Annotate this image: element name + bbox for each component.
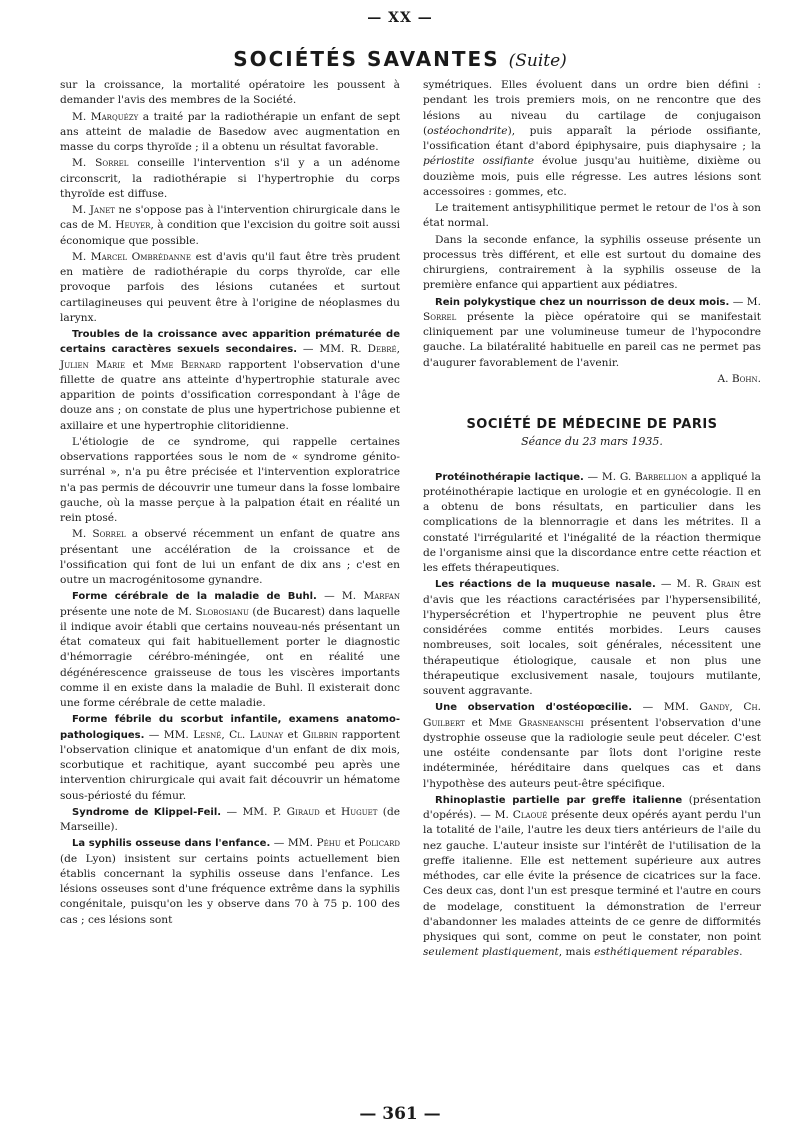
left-column [60,78,400,929]
section-paragraph: Forme fébrile du scorbut infantile, examens anatomo-pathologiques. — MM. Lesné, Cl. Launay et Gilbrin rapportent l'observation clinique et anatomique d'un enfant de dix mois, scorbutique et rachitique, ayant succombé peu après une intervention chirurgicale qui avait fait découvrir un hématome sous-périosté du fémur. [60,714,401,802]
section-paragraph: Protéinothérapie lactique. — M. G. Barbellion a appliqué la protéinothérapie lactique en urologie et en gynécologie. Il en a obtenu de bons résultats, en particulier dans les complications de la blennorragie et dans les métrites. Il a constaté l'irrégularité et l'inégalité de la réaction thermique de l'organisme ainsi que la discordance entre cette réaction et les effets thérapeutiques. [423,470,761,574]
paragraph: M. Marcel Ombrédanne est d'avis qu'il faut être très prudent en matière de radiothérapie du corps thyroïde, car elle provoque parfois des lésions cutanées et surtout cartilagineuses qui peuvent être à l'origine de néoplasmes du larynx. [60,250,400,324]
paragraph: M. Marquézy a traité par la radiothérapie un enfant de sept ans atteint de maladie de Basedow avec augmentation en masse du corps thyroïde ; il a obtenu un résultat favorable. [60,110,400,153]
section-title: Les réactions de la muqueuse nasale. [435,579,656,591]
paragraph: M. Janet ne s'oppose pas à l'intervention chirurgicale dans le cas de M. Heuyer, à condition que l'excision du goitre soit aussi économique que possible. [60,204,400,247]
section-title: Protéinothérapie lactique. [435,471,584,483]
header-title: SOCIÉTÉS SAVANTES [233,47,500,71]
right-column [423,78,761,962]
section-paragraph: Rhinoplastie partielle par greffe italienne (présentation d'opérés). — M. Claoué présente deux opérés ayant perdu l'un la totalité de l'aile, l'autre les deux tiers antérieurs de l'aile du nez gauche. L'auteur insiste sur l'intérêt de l'utilisation de la greffe italienne. Elle est nettement supérieure aux autres méthodes, car elle évite la présence de cicatrices sur la face. Ces deux cas, dont l'un est presque terminé et l'autre en cours de modelage, constituent la démonstration de l'erreur d'abandonner les malades atteints de ce genre de difformités physiques qui sont, comme on peut le constater, non point seulement plastiquement, mais esthétiquement réparables. [423,793,761,959]
section-paragraph: Une observation d'ostéopœcilie. — MM. Gandy, Ch. Guilbert et Mme Grasneanschi présentent l'observation d'une dystrophie osseuse que la radiologie seule peut déceler. C'est une ostéite condensante par îlots dont l'origine reste indéterminée, héréditaire dans quelques cas et dans l'hypothèse des auteurs peut-être spécifique. [423,701,762,790]
section-title: Troubles de la croissance avec apparition prématurée de certains caractères sexuels secondaires. [60,329,400,356]
page-header [0,46,800,74]
paragraph: symétriques. Elles évoluent dans un ordre bien défini : pendant les trois premiers mois, on ne rencontre que des lésions au niveau du cartilage de conjugaison (ostéochondrite), puis apparaît la période ossifiante, l'ossification étant d'abord épiphysaire, puis diaphysaire ; la périostite ossifiante évolue jusqu'au huitième, dixième ou douzième mois, puis elle régresse. Les autres lésions sont accessoires : gommes, etc. [423,79,761,198]
section-title: Rein polykystique chez un nourrisson de deux mois. [435,296,730,308]
session-date: Séance du 23 mars 1935. [521,435,663,449]
paragraph: Dans la seconde enfance, la syphilis osseuse présente un processus très différent, et elle est surtout du domaine des chirurgiens, contrairement à la syphilis osseuse de la première enfance qui appartient aux pédiatres. [423,233,761,292]
section-title: La syphilis osseuse dans l'enfance. [72,838,271,850]
paragraph: Le traitement antisyphilitique permet le retour de l'os à son état normal. [423,202,761,230]
roman-page-numeral: — XX — [367,10,433,26]
society-title: SOCIÉTÉ DE MÉDECINE DE PARIS [466,417,718,432]
paragraph: M. Sorrel a observé récemment un enfant de quatre ans présentant une accélération de la croissance et de l'ossification qui font de lui un enfant de dix ans ; c'est en outre un macrogénitosome gynandre. [60,528,400,586]
author-signature: A. Bohn. [717,372,761,385]
section-title: Forme fébrile du scorbut infantile, examens anatomo-pathologiques. [60,714,400,741]
section-title: Rhinoplastie partielle par greffe italienne [435,794,683,806]
page-number: — 361 — [359,1104,441,1124]
paragraph: M. Sorrel conseille l'intervention s'il y a un adénome circonscrit, la radiothérapie si l'hypertrophie du corps thyroïde est diffuse. [60,157,400,200]
paragraph: L'étiologie de ce syndrome, qui rappelle certaines observations rapportées sous le nom de « syndrome génito-surrénal », n'a pu être précisée et l'intervention exploratrice n'a pas permis de découvrir une tumeur dans la fosse lombaire gauche, où la masse perçue à la palpation était en réalité un rein ptosé. [60,435,400,524]
section-title: Forme cérébrale de la maladie de Buhl. [72,591,317,603]
section-paragraph: Rein polykystique chez un nourrisson de deux mois. — M. Sorrel présente la pièce opératoire qui se manifestait cliniquement par une volumineuse tumeur de l'hypocondre gauche. La bilatéralité habituelle en pareil cas ne permet pas d'augurer favorablement de l'avenir. [423,295,761,369]
paragraph: sur la croissance, la mortalité opératoire les poussent à demander l'avis des membres de la Société. [60,79,400,107]
section-title: Syndrome de Klippel-Feil. [72,806,222,818]
header-suffix: (Suite) [508,51,567,71]
section-title: Une observation d'ostéopœcilie. [435,702,633,714]
section-paragraph: Forme cérébrale de la maladie de Buhl. — M. Marfan présente une note de M. Slobosianu (de Bucarest) dans laquelle il indique avoir établi que certains nouveau-nés présentant un état comateux qui fait habituellement porter le diagnostic d'hémorragie cérébro-méningée, ont en réalité une dégénérescence graisseuse de tous les viscères importants comme il en existe dans la maladie de Buhl. Il existerait donc une forme cérébrale de cette maladie. [60,590,401,709]
section-paragraph: Les réactions de la muqueuse nasale. — M. R. Grain est d'avis que les réactions caractérisées par l'hypersensibilité, l'hypersécrétion et l'hypertrophie ne peuvent plus être considérées comme entités morbides. Leurs causes nombreuses, soit locales, soit générales, nécessitent une thérapeutique étiologique, causale et non plus une thérapeutique exclusivement nasale, toujours mutilante, souvent aggravante. [423,578,761,697]
section-paragraph: Troubles de la croissance avec apparition prématurée de certains caractères sexuels secondaires. — MM. R. Debré, Julien Marie et Mme Bernard rapportent l'observation d'une fillette de quatre ans atteinte d'hypertrophie staturale avec apparition de points d'ossification correspondant à l'âge de douze ans ; on constate de plus une hypertrichose pubienne et axillaire et une hypertrophie clitoridienne. [60,329,400,432]
section-paragraph: La syphilis osseuse dans l'enfance. — MM. Péhu et Policard (de Lyon) insistent sur certains points actuellement bien établis concernant la syphilis osseuse dans l'enfance. Les lésions osseuses sont d'une fréquence extrême dans la syphilis congénitale, puisqu'on les y observe dans 70 à 75 p. 100 des cas ; ces lésions sont [60,837,400,926]
section-paragraph: Syndrome de Klippel-Feil. — MM. P. Giraud et Huguet (de Marseille). [60,805,400,833]
